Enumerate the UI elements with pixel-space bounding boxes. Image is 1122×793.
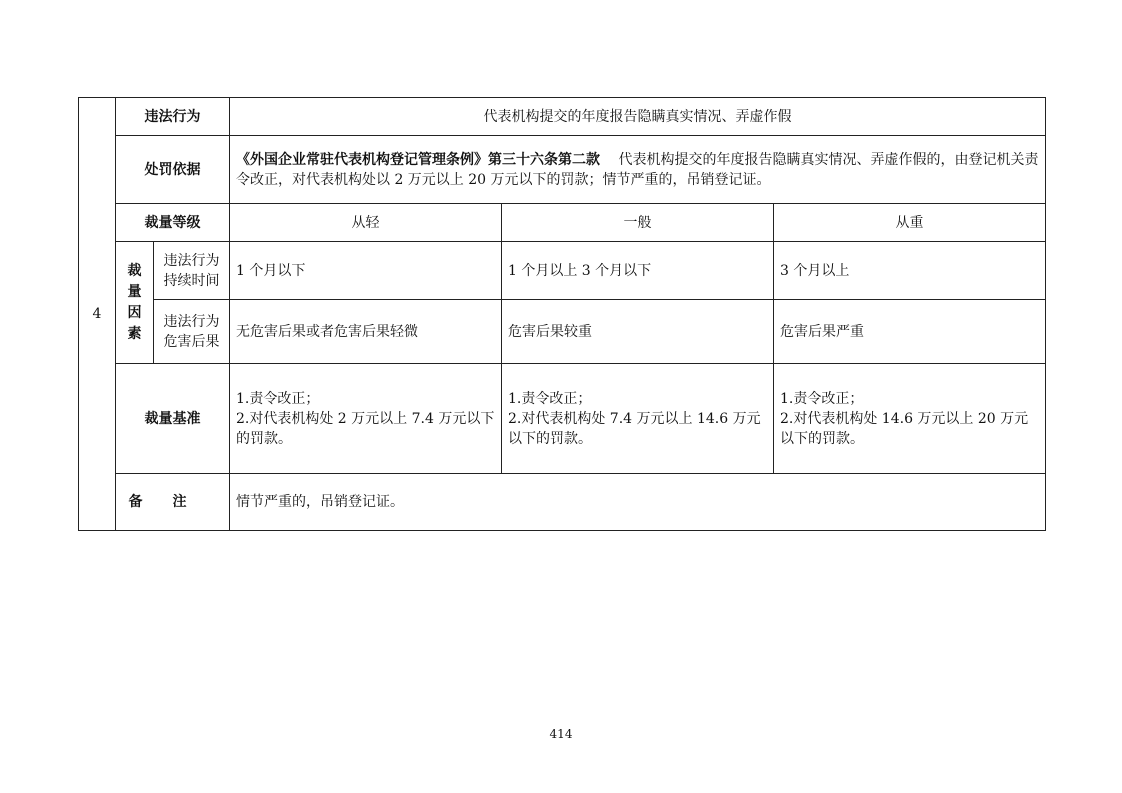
row-grades [79,204,1046,242]
grade-lenient: 从轻 [230,204,502,242]
row-standards [79,364,1046,474]
violation-label: 违法行为 [116,98,230,136]
standard-label: 裁量基准 [116,364,230,474]
basis-cell [230,136,1046,204]
factor-harm-label [154,300,230,364]
standard-lenient-line: 1.责令改正； [236,390,320,407]
standard-lenient [230,364,502,474]
factor-label [116,242,154,364]
factor-duration-general: 1 个月以上 3 个月以下 [502,242,774,300]
item-number-cell: 4 [79,98,116,531]
factor-duration-label-line: 违法行为 [163,252,220,269]
standard-severe-line: 1.责令改正； [780,390,864,407]
grade-severe: 从重 [774,204,1046,242]
row-factor-harm [79,300,1046,364]
violation-text: 代表机构提交的年度报告隐瞒真实情况、弄虚作假 [230,98,1046,136]
standard-general-line: 1.责令改正； [508,390,592,407]
row-remark [79,474,1046,531]
factor-harm-lenient: 无危害后果或者危害后果轻微 [230,300,502,364]
row-factor-duration [79,242,1046,300]
basis-text: 代表机构提交的年度报告隐瞒真实情况、弄虚作假的，由登记机关责令改正，对代表机构处以 2 万元以上 20 万元以下的罚款；情节严重的，吊销登记证。 [236,151,1039,188]
factor-label-char: 量 [127,283,142,300]
remark-text: 情节严重的，吊销登记证。 [230,474,1046,531]
basis-law: 《外国企业常驻代表机构登记管理条例》第三十六条第二款 [236,151,600,168]
factor-duration-lenient: 1 个月以下 [230,242,502,300]
factor-duration-label [154,242,230,300]
factor-label-char: 素 [127,325,142,342]
factor-harm-label-line: 危害后果 [163,333,220,350]
standard-general-line: 2.对代表机构处 7.4 万元以上 14.6 万元以下的罚款。 [508,410,761,447]
row-violation [79,98,1046,136]
standard-general [502,364,774,474]
penalty-discretion-table [78,97,1046,531]
factor-duration-severe: 3 个月以上 [774,242,1046,300]
basis-label: 处罚依据 [116,136,230,204]
factor-harm-general: 危害后果较重 [502,300,774,364]
factor-label-char: 裁 [127,262,142,279]
standard-lenient-line: 2.对代表机构处 2 万元以上 7.4 万元以下的罚款。 [236,410,495,447]
standard-severe [774,364,1046,474]
factor-harm-severe: 危害后果严重 [774,300,1046,364]
standard-severe-line: 2.对代表机构处 14.6 万元以上 20 万元以下的罚款。 [780,410,1029,447]
factor-duration-label-line: 持续时间 [163,272,220,289]
grade-label: 裁量等级 [116,204,230,242]
factor-label-char: 因 [127,304,142,321]
row-basis [79,136,1046,204]
page-number: 414 [549,727,573,741]
remark-label: 备注 [116,474,230,531]
factor-harm-label-line: 违法行为 [163,313,220,330]
grade-general: 一般 [502,204,774,242]
